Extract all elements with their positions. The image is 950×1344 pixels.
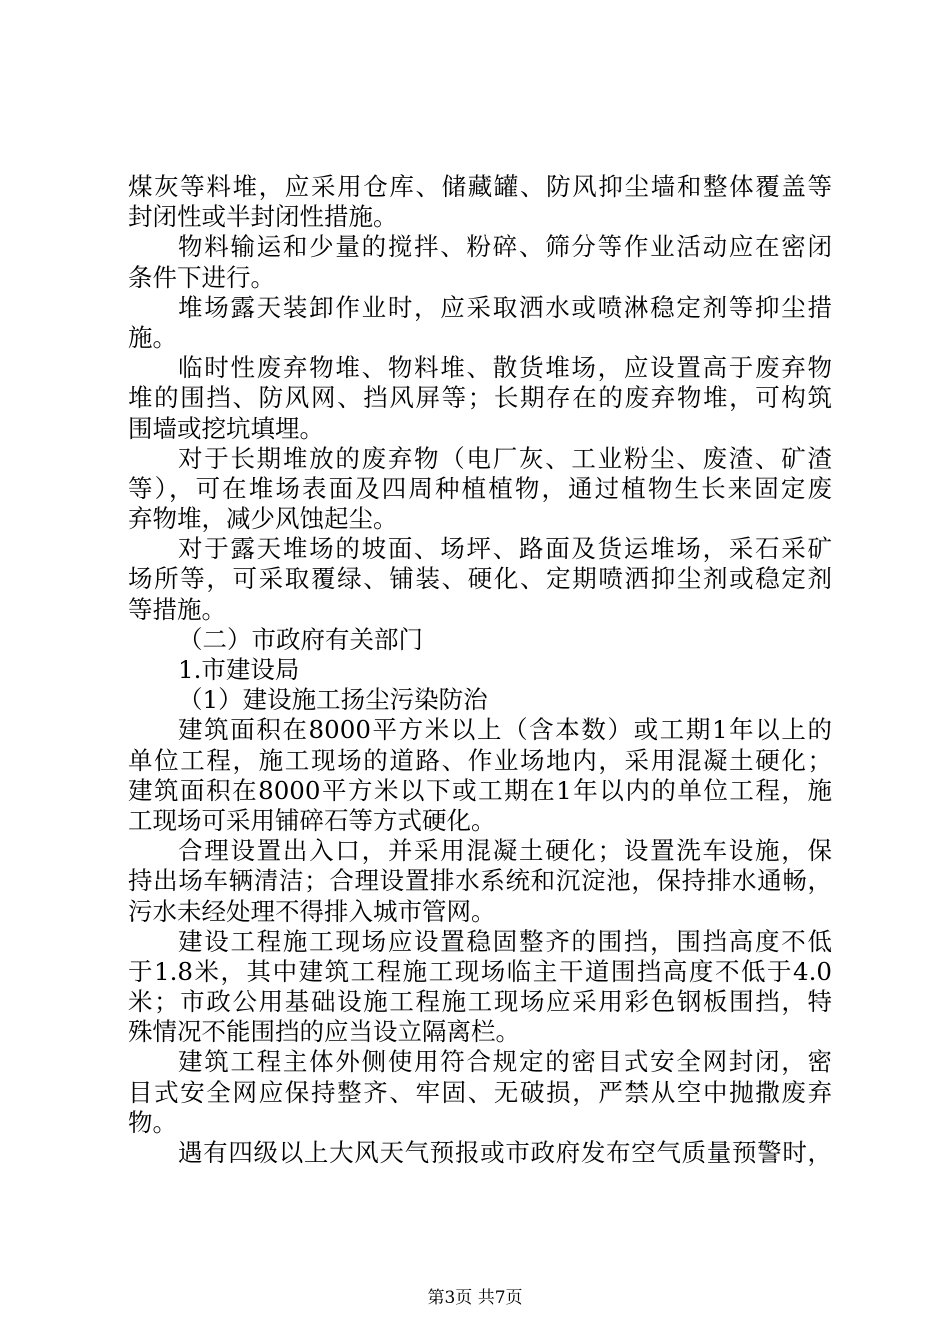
- text-line: 物。: [128, 1107, 177, 1137]
- text-line: 堆场露天装卸作业时，应采取洒水或喷淋稳定剂等抑尘措: [178, 292, 832, 322]
- text-line: 建筑面积在8000平方米以上（含本数）或工期1年以上的: [178, 715, 832, 745]
- text-line: 堆的围挡、防风网、挡风屏等；长期存在的废弃物堆，可构筑: [128, 383, 832, 413]
- text-line: 持出场车辆清洁；合理设置排水系统和沉淀池，保持排水通畅，: [128, 866, 832, 896]
- text-line: 等措施。: [128, 594, 226, 624]
- text-line: 物料输运和少量的搅拌、粉碎、筛分等作业活动应在密闭: [178, 232, 832, 262]
- text-line: 建筑面积在8000平方米以下或工期在1年以内的单位工程，施: [128, 775, 832, 805]
- text-line: 临时性废弃物堆、物料堆、散货堆场，应设置高于废弃物: [178, 353, 832, 383]
- text-line: 单位工程，施工现场的道路、作业场地内，采用混凝土硬化；: [128, 745, 832, 775]
- subsection-heading: 1.市建设局: [178, 655, 300, 684]
- text-line: 目式安全网应保持整齐、牢固、无破损，严禁从空中抛撒废弃: [128, 1077, 832, 1107]
- document-body: [128, 172, 832, 1168]
- text-line: 米；市政公用基础设施工程施工现场应采用彩色钢板围挡，特: [128, 987, 832, 1017]
- text-line: 煤灰等料堆，应采用仓库、储藏罐、防风抑尘墙和整体覆盖等: [128, 172, 832, 201]
- text-line: 施。: [128, 322, 177, 352]
- text-line: 殊情况不能围挡的应当设立隔离栏。: [128, 1017, 520, 1047]
- text-line: 遇有四级以上大风天气预报或市政府发布空气质量预警时，: [178, 1138, 832, 1167]
- text-line: 建设工程施工现场应设置稳固整齐的围挡，围挡高度不低: [178, 926, 832, 956]
- text-line: 场所等，可采取覆绿、铺装、硬化、定期喷洒抑尘剂或稳定剂: [128, 564, 832, 594]
- text-line: 等），可在堆场表面及四周种植植物，通过植物生长来固定废: [128, 473, 832, 503]
- text-line: 围墙或挖坑填埋。: [128, 413, 324, 443]
- page-number-footer: 第3页 共7页: [427, 1288, 523, 1308]
- text-line: 条件下进行。: [128, 262, 275, 292]
- text-line: 对于长期堆放的废弃物（电厂灰、工业粉尘、废渣、矿渣: [178, 443, 832, 473]
- text-line: 建筑工程主体外侧使用符合规定的密目式安全网封闭，密: [178, 1047, 832, 1077]
- text-line: 弃物堆，减少风蚀起尘。: [128, 504, 398, 534]
- text-line: 合理设置出入口，并采用混凝土硬化；设置洗车设施，保: [178, 836, 832, 866]
- text-line: 对于露天堆场的坡面、场坪、路面及货运堆场，采石采矿: [178, 534, 832, 564]
- text-line: 工现场可采用铺碎石等方式硬化。: [128, 805, 496, 835]
- text-line: 于1.8米，其中建筑工程施工现场临主干道围挡高度不低于4.0: [128, 956, 832, 986]
- text-line: 封闭性或半封闭性措施。: [128, 202, 398, 232]
- section-heading: （二）市政府有关部门: [178, 624, 423, 654]
- subsection-heading: （1）建设施工扬尘污染防治: [178, 685, 488, 715]
- text-line: 污水未经处理不得排入城市管网。: [128, 896, 496, 926]
